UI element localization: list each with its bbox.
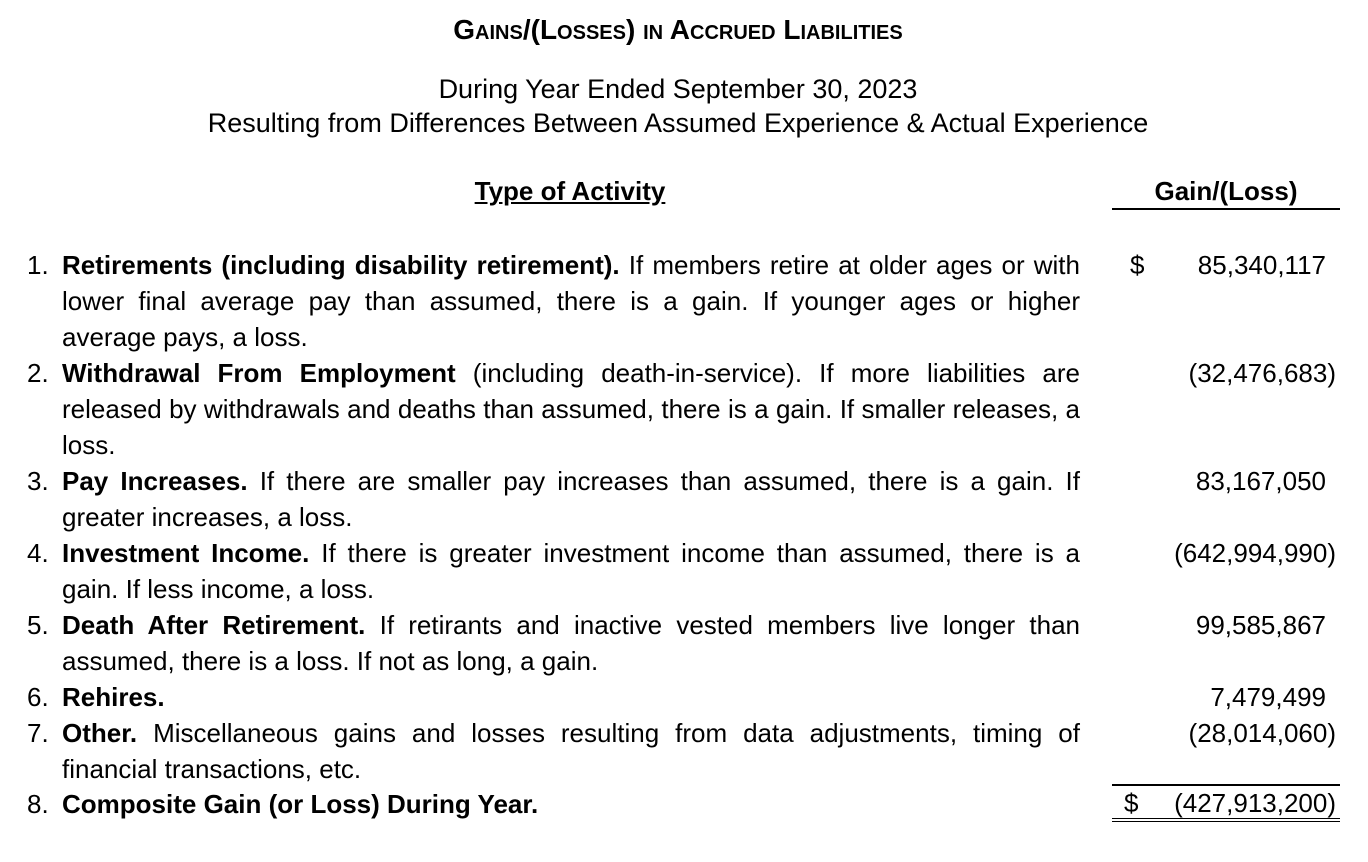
- item-text: (including death-in-service). If more liabilities are released by withdrawals and deaths than assumed, there is a gain. If smaller releases, a loss.: [62, 358, 1080, 460]
- item-description: [62, 679, 1080, 715]
- column-header-gain-loss: Gain/(Loss): [1112, 176, 1340, 210]
- list-item: [0, 715, 1368, 787]
- item-text: If members retire at older ages or with lower final average pay than assumed, there is a gain. If younger ages or higher average pays, a loss.: [62, 250, 1080, 352]
- list-item: [0, 355, 1368, 463]
- item-heading: Pay Increases.: [62, 466, 248, 496]
- item-description: [62, 607, 1080, 679]
- item-text: If there are smaller pay increases than assumed, there is a gain. If greater increases, a loss.: [62, 466, 1080, 532]
- item-amount: 7,479,499: [1210, 682, 1326, 712]
- item-heading: Other.: [62, 718, 138, 748]
- item-amount: 85,340,117: [1197, 250, 1326, 280]
- item-description: [62, 247, 1080, 355]
- list-item: [0, 463, 1368, 535]
- total-currency-symbol: $: [1124, 788, 1139, 818]
- item-description: [62, 715, 1080, 787]
- item-number: 7.: [27, 718, 49, 748]
- total-row: [0, 786, 1100, 822]
- item-number: 5.: [27, 610, 49, 640]
- item-description: [62, 463, 1080, 535]
- item-number: 6.: [27, 682, 49, 712]
- column-header-activity: Type of Activity: [474, 176, 666, 206]
- item-amount: (642,994,990): [1174, 538, 1336, 568]
- item-description: [62, 535, 1080, 607]
- item-heading: Investment Income.: [62, 538, 310, 568]
- subtitle-period: During Year Ended September 30, 2023: [438, 74, 918, 104]
- list-item: [0, 247, 1368, 355]
- item-heading: Rehires.: [62, 682, 165, 712]
- list-item: [0, 679, 1368, 715]
- item-amount: (28,014,060): [1188, 718, 1336, 748]
- total-description: [62, 786, 1080, 822]
- item-text: If there is greater investment income than assumed, there is a gain. If less income, a loss.: [62, 538, 1081, 604]
- item-amount: (32,476,683): [1188, 358, 1336, 388]
- item-number: 3.: [27, 466, 49, 496]
- item-number: 2.: [27, 358, 49, 388]
- activity-list: [0, 247, 1368, 787]
- item-text: If retirants and inactive vested members live longer than assumed, there is a loss. If not as long, a gain.: [62, 610, 1081, 676]
- item-number: 1.: [27, 250, 49, 280]
- item-text: Miscellaneous gains and losses resulting from data adjustments, timing of financial transactions, etc.: [62, 718, 1080, 784]
- page-title: Gains/(Losses) in Accrued Liabilities: [453, 14, 903, 45]
- item-number: 4.: [27, 538, 49, 568]
- total-amount: (427,913,200): [1174, 788, 1336, 818]
- item-heading: Retirements (including disability retirement).: [62, 250, 620, 280]
- item-amount: 99,585,867: [1195, 610, 1326, 640]
- list-item: [0, 535, 1368, 607]
- item-heading: Death After Retirement.: [62, 610, 366, 640]
- currency-symbol: $: [1130, 250, 1145, 280]
- total-heading: Composite Gain (or Loss) During Year.: [62, 789, 539, 819]
- subtitle-description: Resulting from Differences Between Assumed Experience & Actual Experience: [207, 108, 1149, 138]
- item-description: [62, 355, 1080, 463]
- list-item: [0, 607, 1368, 679]
- item-amount: 83,167,050: [1195, 466, 1326, 496]
- total-number: 8.: [27, 789, 49, 819]
- item-heading: Withdrawal From Employment: [62, 358, 456, 388]
